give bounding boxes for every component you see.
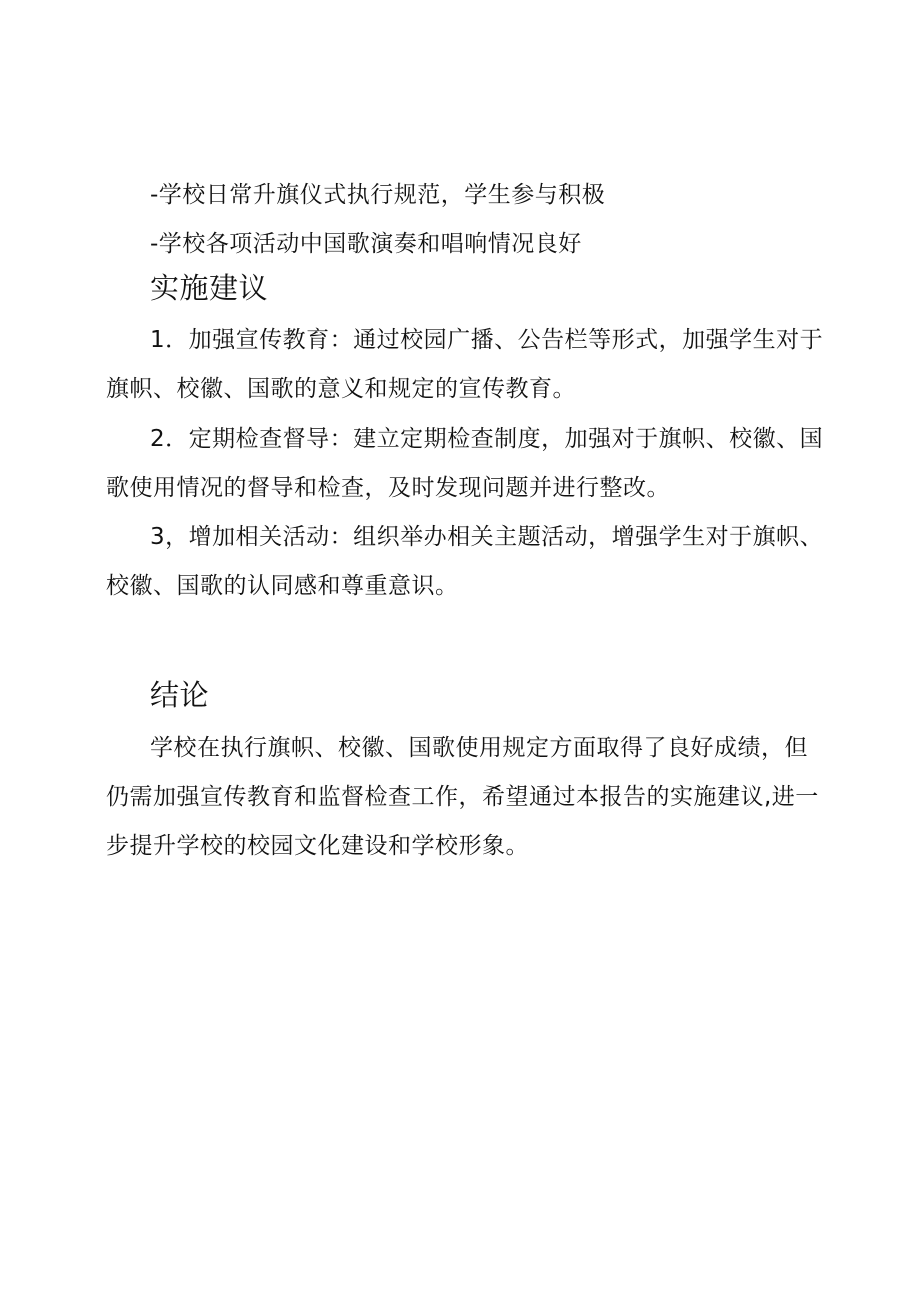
finding-item-anthem: -学校各项活动中国歌演奏和唱响情况良好 <box>150 231 582 257</box>
conclusion-line-2: 仍需加强宣传教育和监督检查工作，希望通过本报告的实施建议,进一 <box>106 784 819 810</box>
section-heading-suggestions: 实施建议 <box>150 271 269 305</box>
suggestion-2-line-1: 2．定期检查督导：建立定期检查制度，加强对于旗帜、校徽、国 <box>150 426 824 452</box>
suggestion-2-line-2: 歌使用情况的督导和检查，及时发现问题并进行整改。 <box>106 475 670 501</box>
suggestion-3-line-2: 校徽、国歌的认同感和尊重意识。 <box>106 573 459 599</box>
suggestion-1-line-1: 1．加强宣传教育：通过校园广播、公告栏等形式，加强学生对于 <box>150 327 824 353</box>
suggestion-3-line-1: 3，增加相关活动：组织举办相关主题活动，增强学生对于旗帜、 <box>150 524 824 550</box>
conclusion-line-3: 步提升学校的校园文化建设和学校形象。 <box>106 833 529 859</box>
conclusion-line-1: 学校在执行旗帜、校徽、国歌使用规定方面取得了良好成绩，但 <box>150 735 808 761</box>
finding-item-flag-ceremony: -学校日常升旗仪式执行规范，学生参与积极 <box>150 182 606 208</box>
suggestion-1-line-2: 旗帜、校徽、国歌的意义和规定的宣传教育。 <box>106 376 576 402</box>
section-heading-conclusion: 结论 <box>150 678 210 712</box>
